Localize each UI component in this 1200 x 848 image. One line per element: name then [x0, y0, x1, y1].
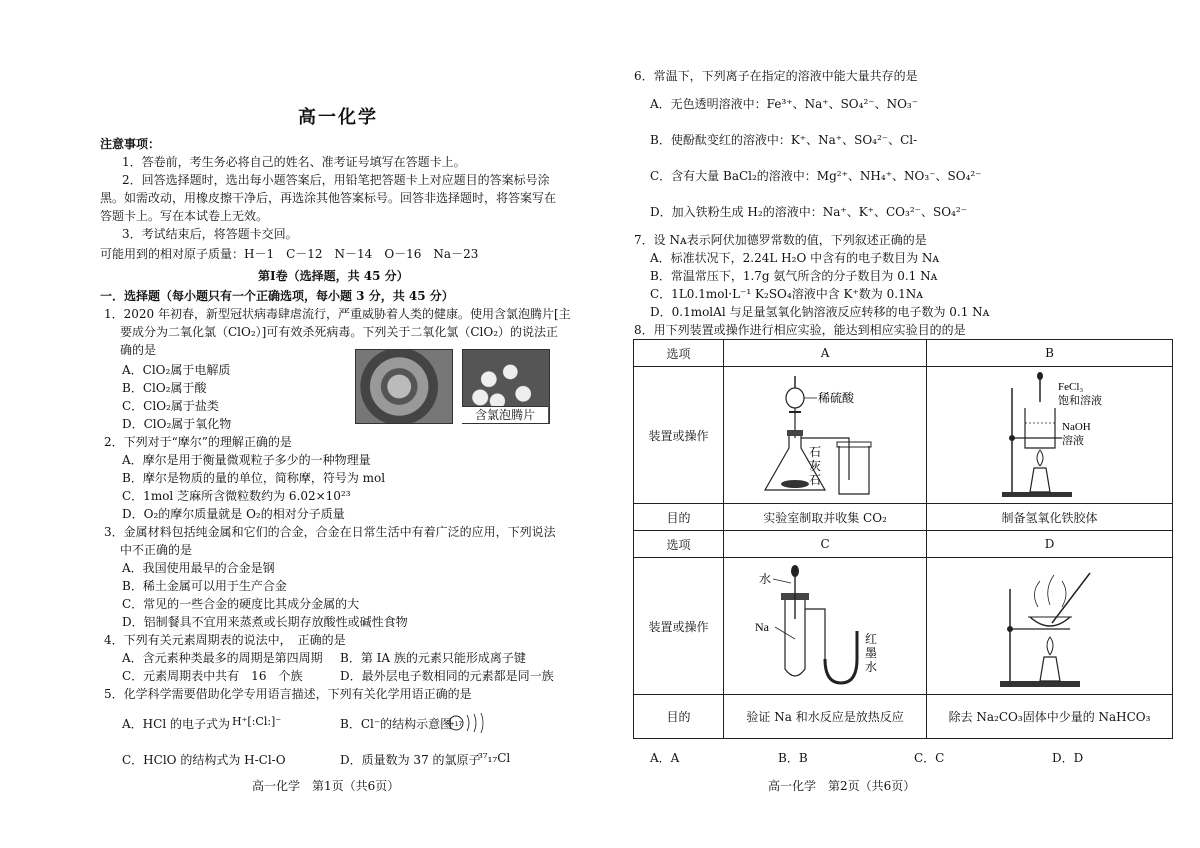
q5-option: B．Cl⁻的结构示意图 [340, 717, 453, 731]
q2-option: B．摩尔是物质的量的单位，简称摩，符号为 mol [122, 471, 386, 485]
label-saturated-solution: 饱和溶液 [1057, 395, 1102, 407]
label-limestone-3: 石 [809, 473, 822, 487]
exam-title: 高一化学 [298, 107, 378, 128]
q1-option: A．ClO₂属于电解质 [122, 363, 231, 377]
label-water: 水 [759, 572, 772, 586]
answer-option: C．C [914, 751, 945, 765]
hcl-electron-formula: H⁺[:Cl:]⁻ [232, 715, 282, 728]
answer-option: B．B [778, 751, 808, 765]
table-purpose-label: 目的 [634, 504, 724, 531]
label-red-ink-1: 红 [865, 632, 878, 646]
label-red-ink-3: 水 [865, 660, 878, 674]
photo-caption: 含氯泡腾片 [462, 406, 548, 423]
q2-option: C．1mol 芝麻所含微粒数约为 6.02×10²³ [122, 489, 351, 503]
answer-option: D．D [1052, 751, 1084, 765]
chlorine-isotope: ³⁷₁₇Cl [478, 751, 511, 765]
table-purpose-label-2: 目的 [634, 695, 724, 739]
q1-stem: 1．2020 年初春，新型冠状病毒肆虐流行，严重威胁着人类的健康。使用含氯泡腾片[主 [104, 307, 571, 321]
table-apparatus-label-2: 装置或操作 [634, 558, 724, 695]
q3-option: C．常见的一些合金的硬度比其成分金属的大 [122, 597, 360, 611]
table-apparatus-label: 装置或操作 [634, 367, 724, 504]
q1-option: C．ClO₂属于盐类 [122, 399, 219, 413]
table-header-option-2: 选项 [634, 531, 724, 558]
q8-stem: 8．用下列装置或操作进行相应实验，能达到相应实验目的的是 [634, 323, 966, 337]
purpose-b: 制备氢氧化铁胶体 [927, 504, 1173, 531]
apparatus-c [724, 558, 927, 695]
q3-stem: 中不正确的是 [120, 543, 193, 557]
q4-option: D．最外层电子数相同的元素都是同一族 [340, 669, 554, 683]
notice-line: 3．考试结束后，将答题卡交回。 [122, 227, 298, 241]
q1-stem: 确的是 [120, 343, 157, 357]
heating-apparatus-diagram [930, 559, 1170, 693]
q6-stem: 6．常温下，下列离子在指定的溶液中能大量共存的是 [634, 69, 918, 83]
q4-option: B．第 IA 族的元素只能形成离子键 [340, 651, 526, 665]
q5-stem: 5．化学科学需要借助化学专用语言描述，下列有关化学用语正确的是 [104, 687, 472, 701]
q3-option: A．我国使用最早的合金是钢 [122, 561, 275, 575]
q7-option: D．0.1molAl 与足量氢氧化钠溶液反应转移的电子数为 0.1 Nᴀ [650, 305, 990, 319]
apparatus-a [724, 367, 927, 504]
q4-option: A．含元素种类最多的周期是第四周期 [122, 651, 323, 665]
atomic-mass-line: 可能用到的相对原子质量：H－1 C－12 N－14 O－16 Na－23 [100, 247, 479, 261]
label-fecl3: FeCl₃ [1057, 381, 1083, 393]
label-limestone-2: 灰 [809, 459, 822, 473]
notice-heading: 注意事项： [100, 137, 161, 151]
q4-stem: 4．下列有关元素周期表的说法中， 正确的是 [104, 633, 346, 647]
q2-option: A．摩尔是用于衡量微观粒子多少的一种物理量 [122, 453, 371, 467]
label-limestone-1: 石 [809, 445, 822, 459]
q8-table [633, 339, 1173, 739]
q6-option: B．使酚酞变红的溶液中：K⁺、Na⁺、SO₄²⁻、Cl- [650, 133, 918, 147]
q6-option: D．加入铁粉生成 H₂的溶液中：Na⁺、K⁺、CO₃²⁻、SO₄²⁻ [650, 205, 967, 219]
notice-line: 1．答卷前，考生务必将自己的姓名、准考证号填写在答题卡上。 [122, 155, 466, 169]
table-header-option: 选项 [634, 340, 724, 367]
q1-stem: 要成分为二氧化氯（ClO₂）]可有效杀死病毒。下列关于二氧化氯（ClO₂）的说法正 [120, 325, 559, 339]
label-na: Na [755, 620, 770, 634]
q1-option: D．ClO₂属于氧化物 [122, 417, 232, 431]
table-header-b: B [927, 340, 1173, 367]
notice-line: 答题卡上。写在本试卷上无效。 [100, 209, 269, 223]
label-naoh: NaOH [1061, 421, 1091, 433]
q4-option: C．元素周期表中共有 16 个族 [122, 669, 303, 683]
table-header-a: A [724, 340, 927, 367]
colloid-apparatus-diagram [930, 368, 1170, 502]
purpose-d: 除去 Na₂CO₃固体中少量的 NaHCO₃ [927, 695, 1173, 739]
q7-option: C．1L0.1mol·L⁻¹ K₂SO₄溶液中含 K⁺数为 0.1Nᴀ [650, 287, 923, 301]
q3-stem: 3．金属材料包括纯金属和它们的合金，合金在日常生活中有着广泛的应用，下列说法 [104, 525, 556, 539]
apparatus-b [927, 367, 1173, 504]
q6-option: C．含有大量 BaCl₂的溶液中：Mg²⁺、NH₄⁺、NO₃⁻、SO₄²⁻ [650, 169, 982, 183]
label-dilute-sulfuric-acid: 稀硫酸 [818, 391, 855, 405]
table-header-d: D [927, 531, 1173, 558]
q7-option: A．标准状况下，2.24L H₂O 中含有的电子数目为 Nᴀ [650, 251, 940, 265]
label-solution: 溶液 [1061, 435, 1084, 447]
left-footer: 高一化学 第1页（共6页） [252, 779, 400, 793]
q5-option: A．HCl 的电子式为 [122, 717, 230, 731]
q1-option: B．ClO₂属于酸 [122, 381, 207, 395]
right-footer: 高一化学 第2页（共6页） [768, 779, 916, 793]
notice-line: 2．回答选择题时，选出每小题答案后，用铅笔把答题卡上对应题目的答案标号涂 [122, 173, 550, 187]
label-red-ink-2: 墨 [865, 646, 878, 660]
q6-option: A．无色透明溶液中：Fe³⁺、Na⁺、SO₄²⁻、NO₃⁻ [650, 97, 919, 111]
section1-heading: 一．选择题（每小题只有一个正确选项，每小题 3 分，共 45 分） [100, 289, 454, 303]
q3-option: D．铝制餐具不宜用来蒸煮或长期存放酸性或碱性食物 [122, 615, 408, 629]
purpose-a: 实验室制取并收集 CO₂ [724, 504, 927, 531]
sodium-water-apparatus-diagram [725, 559, 925, 693]
chloride-structure-diagram [447, 710, 487, 736]
part1-title: 第Ⅰ卷（选择题，共 45 分） [258, 269, 409, 283]
q7-stem: 7．设 Nᴀ表示阿伏加德罗常数的值，下列叙述正确的是 [634, 233, 927, 247]
answer-option: A．A [650, 751, 680, 765]
q5-option: D．质量数为 37 的氯原子 [340, 753, 481, 767]
virus-photo [355, 349, 453, 424]
q3-option: B．稀土金属可以用于生产合金 [122, 579, 287, 593]
apparatus-d [927, 558, 1173, 695]
notice-line: 黑。如需改动，用橡皮擦干净后，再选涂其他答案标号。回答非选择题时，将答案写在 [100, 191, 557, 205]
purpose-c: 验证 Na 和水反应是放热反应 [724, 695, 927, 739]
svg-text:+17: +17 [449, 721, 463, 728]
q2-option: D．O₂的摩尔质量就是 O₂的相对分子质量 [122, 507, 345, 521]
q7-option: B．常温常压下，1.7g 氨气所含的分子数目为 0.1 Nᴀ [650, 269, 938, 283]
table-header-c: C [724, 531, 927, 558]
q2-stem: 2．下列对于“摩尔”的理解正确的是 [104, 435, 292, 449]
co2-apparatus-diagram [725, 368, 925, 502]
q5-option: C．HClO 的结构式为 H-Cl-O [122, 753, 286, 767]
